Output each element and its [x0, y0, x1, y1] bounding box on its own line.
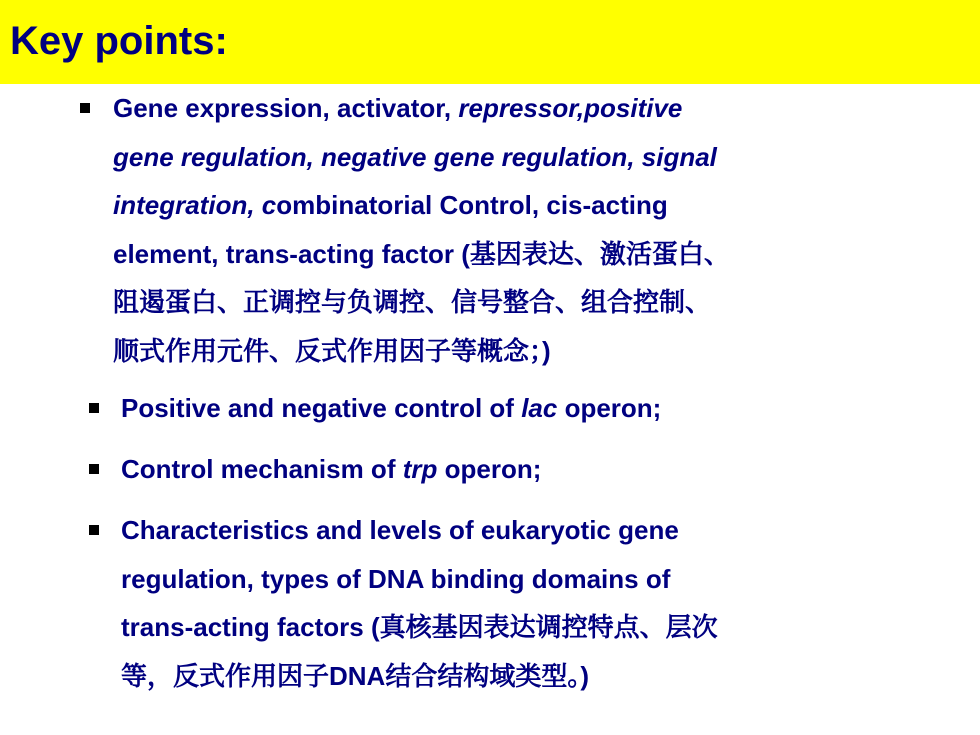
- slide-title: Key points:: [10, 19, 228, 63]
- square-bullet-icon: [89, 464, 99, 474]
- text-run: regulation, types of DNA binding domains of: [121, 563, 671, 594]
- square-bullet-icon: [89, 403, 99, 413]
- item-line: [121, 506, 718, 555]
- text-run: 等，反式作用因子DNA结合结构域类型。): [121, 660, 589, 691]
- text-run: element, trans-acting factor (基因表达、激活蛋白、: [113, 238, 730, 269]
- item-line: [121, 652, 718, 701]
- item-line: [113, 133, 730, 182]
- italic-term: lac: [521, 393, 558, 423]
- item-line: [121, 603, 718, 652]
- text-run: Gene expression, activator,: [113, 93, 459, 123]
- item-text: [121, 506, 718, 700]
- italic-term: trp: [402, 454, 438, 484]
- text-run: operon;: [437, 454, 542, 484]
- square-bullet-icon: [80, 103, 90, 113]
- text-run: 顺式作用元件、反式作用因子等概念；): [113, 335, 551, 366]
- item-text: [121, 384, 661, 433]
- text-run: Characteristics and levels of eukaryotic gene: [121, 515, 679, 545]
- item-line: [113, 278, 730, 327]
- text-run: trans-acting factors (真核基因表达调控特点、层次: [121, 612, 718, 642]
- text-run: ombinatorial Control, cis-acting: [276, 190, 668, 220]
- item-line: [113, 327, 730, 376]
- text-run: operon;: [557, 393, 662, 423]
- item-line: [113, 181, 730, 230]
- item-line: [121, 445, 541, 494]
- text-run: Positive and negative control of: [121, 393, 522, 423]
- item-line: [121, 555, 718, 604]
- item-line: [121, 384, 661, 433]
- text-run: 阻遏蛋白、正调控与负调控、信号整合、组合控制、: [113, 287, 712, 317]
- italic-term: integration, c: [113, 190, 277, 220]
- title-bar: [0, 0, 980, 84]
- italic-term: repressor,positive: [458, 93, 683, 123]
- text-run: Control mechanism of: [121, 454, 403, 484]
- item-line: [113, 230, 730, 279]
- item-text: [113, 84, 730, 375]
- square-bullet-icon: [89, 525, 99, 535]
- italic-term: gene regulation, negative gene regulation, signal: [113, 141, 717, 172]
- item-text: [121, 445, 541, 494]
- item-line: [113, 84, 730, 133]
